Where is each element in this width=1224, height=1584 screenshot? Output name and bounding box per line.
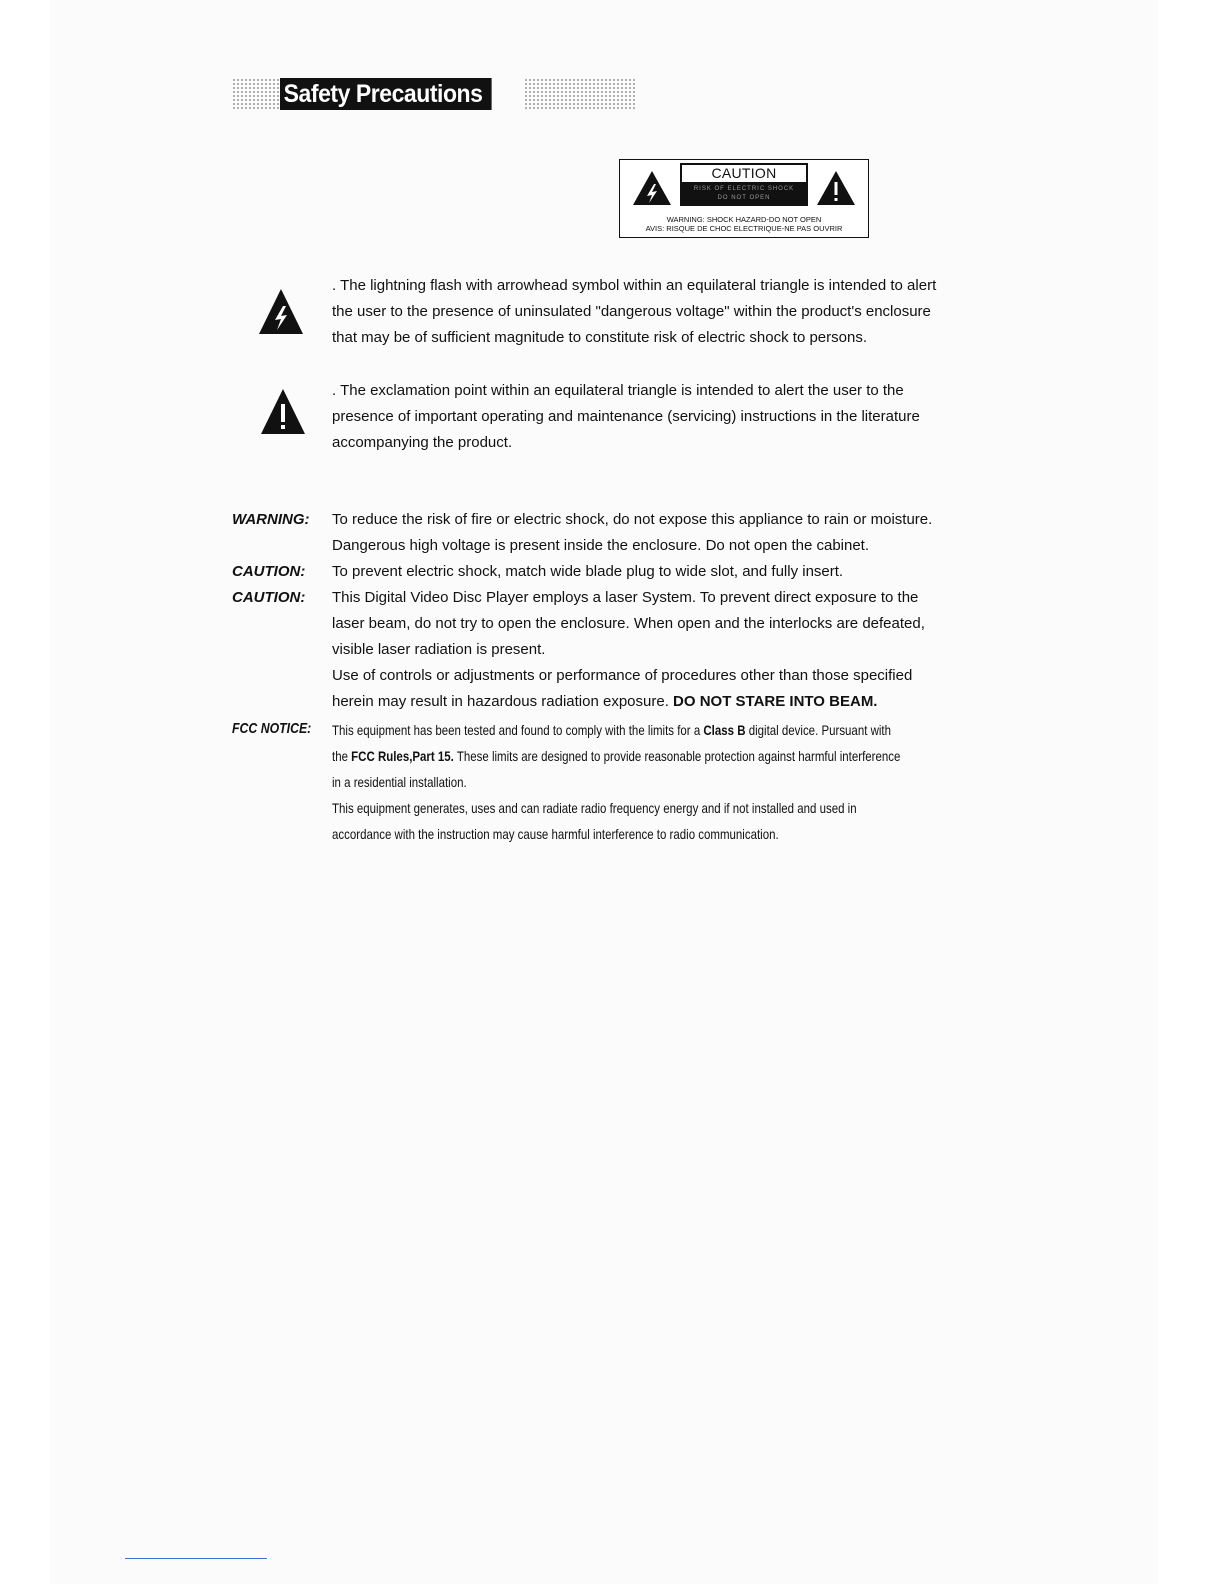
fcc-text: These limits are designed to provide reasonable protection against harmful interference: [453, 748, 901, 764]
caution-label-warning-line: WARNING: SHOCK HAZARD-DO NOT OPEN: [666, 215, 822, 224]
header-dot-pattern-right: [524, 78, 636, 110]
page-title: Safety Precautions: [280, 78, 492, 110]
caution-label-risk-line: RISK OF ELECTRIC SHOCK: [693, 186, 795, 192]
paragraph-line: the user to the presence of uninsulated "dangerous voltage" within the product's enclosure: [332, 303, 931, 320]
paragraph-line: . The exclamation point within an equilateral triangle is intended to alert the user to the: [332, 382, 904, 399]
paragraph-line: accompanying the product.: [332, 434, 513, 451]
paragraph-line: . The lightning flash with arrowhead symbol within an equilateral triangle is intended to alert: [332, 277, 937, 294]
paragraph-line: This equipment generates, uses and can radiate radio frequency energy and if not installed and used in: [332, 800, 857, 816]
caution-label-warning-line: AVIS: RISQUE DE CHOC ELECTRIQUE-NE PAS OUVRIR: [645, 224, 843, 233]
caution-label-risk-text: [680, 185, 808, 203]
exclamation-warning-icon: [816, 170, 856, 206]
lightning-warning-icon: [632, 170, 672, 206]
do-not-stare-emphasis: DO NOT STARE INTO BEAM.: [673, 693, 878, 710]
exclamation-symbol-explanation: [332, 378, 992, 456]
fcc-class-b-emphasis: Class B: [703, 722, 746, 738]
caution-label-warning-text: [620, 215, 868, 233]
fcc-text: digital device. Pursuant with: [745, 722, 892, 738]
section-header: [232, 78, 636, 110]
paragraph-line: in a residential installation.: [332, 774, 467, 790]
exclamation-triangle-icon: [260, 388, 306, 436]
caution-label: [619, 159, 869, 238]
paragraph-line: [332, 689, 1012, 715]
paragraph-line: Dangerous high voltage is present inside the enclosure. Do not open the cabinet.: [332, 537, 870, 554]
lightning-triangle-icon: [258, 288, 304, 336]
caution-laser-label: CAUTION:: [232, 589, 306, 606]
caution-laser-text: [332, 585, 1012, 715]
warning-label: WARNING:: [232, 511, 310, 528]
paragraph-line: To prevent electric shock, match wide blade plug to wide slot, and fully insert.: [332, 563, 844, 580]
footnote-divider: [125, 1558, 267, 1559]
warning-text: [332, 507, 1012, 559]
caution-label-center-panel: [680, 163, 808, 206]
paragraph-line: [332, 743, 980, 769]
lightning-symbol-explanation: [332, 273, 992, 351]
paragraph-line: [332, 717, 980, 743]
paragraph-line: Use of controls or adjustments or performance of procedures other than those specified: [332, 667, 913, 684]
caution-plug-text: [332, 559, 1012, 585]
paragraph-line: laser beam, do not try to open the enclosure. When open and the interlocks are defeated,: [332, 615, 925, 632]
paragraph-line: This Digital Video Disc Player employs a laser System. To prevent direct exposure to the: [332, 589, 919, 606]
fcc-notice-label: FCC NOTICE:: [232, 720, 312, 737]
paragraph-line: To reduce the risk of fire or electric shock, do not expose this appliance to rain or moisture.: [332, 511, 933, 528]
fcc-rules-emphasis: FCC Rules,Part 15.: [351, 748, 454, 764]
fcc-text: This equipment has been tested and found to comply with the limits for a: [332, 722, 704, 738]
paragraph-line: visible laser radiation is present.: [332, 641, 546, 658]
fcc-text: the: [332, 748, 352, 764]
fcc-notice-text: [332, 717, 980, 847]
paragraph-line: that may be of sufficient magnitude to constitute risk of electric shock to persons.: [332, 329, 867, 346]
laser-last-line-text: herein may result in hazardous radiation exposure.: [332, 693, 674, 710]
caution-label-title: CAUTION: [682, 165, 806, 182]
paragraph-line: accordance with the instruction may cause harmful interference to radio communication.: [332, 826, 779, 842]
header-dot-pattern-left: [232, 78, 280, 110]
paragraph-line: presence of important operating and maintenance (servicing) instructions in the literature: [332, 408, 920, 425]
caution-plug-label: CAUTION:: [232, 563, 306, 580]
caution-label-risk-line: DO NOT OPEN: [717, 195, 771, 201]
